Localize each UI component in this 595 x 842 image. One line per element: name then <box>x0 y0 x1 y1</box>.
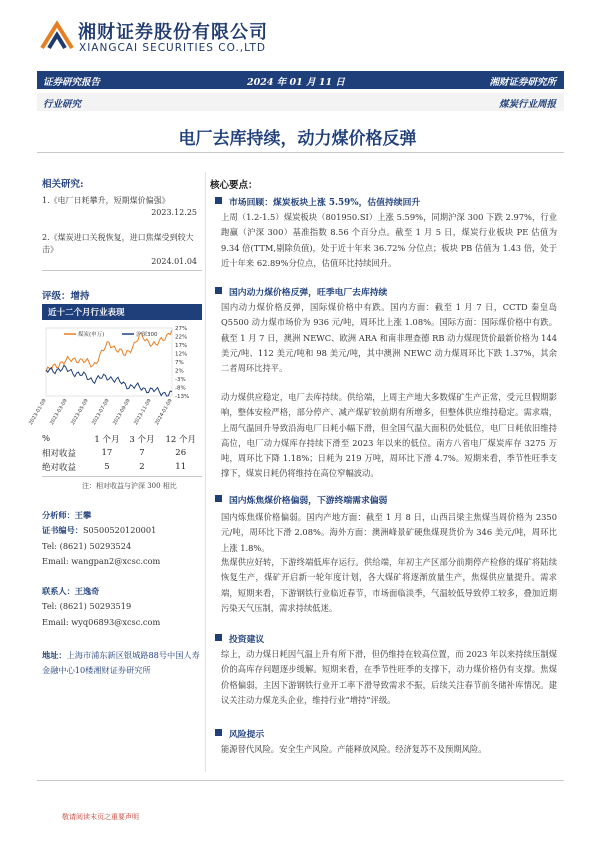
related-item-text[interactable]: 2.《煤炭进口关税恢复，进口焦煤受到较大击》 <box>42 233 194 254</box>
tel-label: Tel: <box>42 601 58 612</box>
section-paragraph: 上周（1.2-1.5）煤炭板块（801950.SI）上涨 5.59%，同期沪深 300 下跌 2.97%，行业跑赢（沪深 300）基准指数 8.56 个百分点。截至 1 月 5 日，煤炭行业板块 PE 估值为 9.34 倍(TTM,剔除负值)，处于近十年来 36.72% 分位点；板块 PB 估值为 1.43 倍，处于近十年来 62.89%分位点，估值环比持续回升。 <box>221 212 557 268</box>
tel-label: Tel: <box>42 540 58 551</box>
table-cell: 绝对收益 <box>42 463 77 473</box>
table-cell: 26 <box>175 448 187 458</box>
table-header-row <box>42 432 202 446</box>
related-item[interactable] <box>42 232 197 268</box>
section-marker <box>215 495 222 502</box>
chart-heading-bar <box>42 304 202 320</box>
performance-chart <box>28 322 202 430</box>
address-label: 地址： <box>42 650 67 660</box>
y-tick-label: 7% <box>175 360 184 366</box>
section-paragraph: 焦煤供应好转，下游终端低库存运行。供给端，年初主产区部分前期停产检修的煤矿将陆续恢复生产，煤矿开启新一轮年度计划，各大煤矿将逐渐放量生产，焦煤供应量提升。需求端，短期来看，下游钢铁行业临近春节，市场面临淡季，气温较低导致停工较多，叠加近期污染天气压制，需求持续低迷。 <box>221 557 557 613</box>
divider <box>42 476 202 477</box>
cert-label: 证书编号： <box>42 525 83 536</box>
x-tick-label: 2024-01-09 <box>154 398 174 427</box>
y-tick-label: -3% <box>175 377 186 383</box>
table-note: 注：相对收益与沪深 300 相比 <box>82 482 177 490</box>
y-tick-label: -8% <box>175 385 186 392</box>
institute-name: 湘财证券研究所 <box>489 77 556 88</box>
research-type: 行业研究 <box>43 99 82 110</box>
section-marker <box>215 729 222 736</box>
footer-divider <box>37 780 564 781</box>
email-value[interactable]: wyq06893@xcsc.com <box>71 616 161 627</box>
x-tick-label: 2023-11-09 <box>133 398 153 427</box>
contact-block <box>42 584 160 630</box>
table-row <box>42 460 202 474</box>
analyst-block <box>42 508 160 569</box>
contact-name: 王逸奇 <box>74 586 100 596</box>
address-text: 上海市浦东新区银城路88号中国人寿金融中心10楼湘财证券研究所 <box>42 650 200 676</box>
report-date: 2024 年 01 月 11 日 <box>247 77 345 88</box>
section-title: 投资建议 <box>215 632 264 645</box>
tel-value: (8621) 50293524 <box>59 540 132 551</box>
section-title: 国内动力煤价格反弹，旺季电厂去库持续 <box>215 285 387 298</box>
y-tick-label: 27% <box>175 326 188 332</box>
section-marker <box>215 197 222 204</box>
section-paragraph: 国内动力煤价格反弹，国际煤价格中有跌。国内方面：截至 1 月 7 日，CCTD 秦皇岛 Q5500 动力煤市场价为 936 元/吨，周环比上涨 1.08%。国际方面：国际煤价格中有跌。截至 1 月 7 日，澳洲 NEWC、欧洲 ARA 和南非理查德 RB 动力煤现货价最新价格为 144 美元/吨、112 美元/吨和 98 美元/吨，其中澳洲 NEWC 动力煤周环比下跌 1.37%，其余二者周环比持平。 <box>221 302 557 374</box>
rating: 评级：增持 <box>42 291 90 302</box>
table-header: 3 个月 <box>129 435 155 445</box>
table-cell: 5 <box>104 462 110 472</box>
legend-label: 沪深300 <box>136 332 158 338</box>
divider <box>42 270 202 271</box>
related-item-date: 2024.01.04 <box>151 257 197 266</box>
contact-label: 联系人： <box>42 586 75 596</box>
y-tick-label: 22% <box>175 334 188 341</box>
related-item-date: 2023.12.25 <box>151 208 197 217</box>
report-type: 证券研究报告 <box>43 77 101 88</box>
cert-number: S0500520120001 <box>82 525 157 536</box>
table-header: 1 个月 <box>94 435 120 445</box>
table-header: % <box>42 434 51 444</box>
brand-name-cn: 湘财证券股份有限公司 <box>78 22 268 43</box>
email-label: Email: <box>42 555 69 566</box>
table-row <box>42 446 202 460</box>
report-series: 煤炭行业周报 <box>498 99 556 110</box>
analyst-label: 分析师： <box>42 510 75 520</box>
legend-label: 煤炭(申万) <box>78 332 105 338</box>
table-cell: 2 <box>139 462 145 472</box>
section-title: 风险提示 <box>215 727 264 740</box>
y-tick-label: -13% <box>175 394 190 400</box>
address <box>42 648 202 679</box>
table-cell: 11 <box>175 462 187 472</box>
section-paragraph: 动力煤供应稳定，电厂去库持续。供给端，上周主产地大多数煤矿生产正常，受元旦假期影响，整体安检严格，部分停产、减产煤矿较前期有所增多，但整体供应维持稳定。需求端，上周气温回升导致沿海电厂日耗小幅下滑，但全国气温大面积仍处低位，电厂日耗依旧维持高位，电厂动力煤库存持续下滑至 2023 年以来的低位。南方八省电厂煤炭库存 3275 万吨，周环比下降 1.18%；日耗为 219 万吨，周环比下滑 4.7%。短期来看，季节性旺季支撑下，煤炭日耗仍将维持在高位窄幅波动。 <box>221 392 557 479</box>
disclaimer-notice[interactable]: 敬请阅读末页之重要声明 <box>62 813 139 821</box>
section-marker <box>215 287 222 294</box>
y-tick-label: 17% <box>175 343 188 349</box>
logo-icon <box>40 20 74 54</box>
x-tick-label: 2023-01-09 <box>28 398 48 427</box>
tel-value: (8621) 50293519 <box>59 601 132 612</box>
x-tick-label: 2023-05-09 <box>70 398 90 427</box>
table-header: 12 个月 <box>165 435 196 445</box>
email-value[interactable]: wangpan2@xcsc.com <box>71 555 161 566</box>
title-divider <box>37 152 564 153</box>
analyst-name: 王攀 <box>74 510 92 520</box>
x-tick-label: 2023-09-09 <box>112 398 132 427</box>
core-points-heading: 核心要点： <box>210 180 258 191</box>
email-label: Email: <box>42 616 69 627</box>
series-line <box>46 365 172 396</box>
section-paragraph: 能源替代风险。安全生产风险。产能释放风险。经济复苏不及预期风险。 <box>221 744 487 754</box>
section-paragraph: 综上，动力煤日耗因气温上升有所下滑，但仍维持在较高位置，而 2023 年以来持续压制煤价的高库存问题逐步缓解。短期来看，在季节性旺季的支撑下，动力煤价格仍有支撑。焦煤价格偏弱，主因下游钢铁行业开工率下滑导致需求不振，后续关注春节前冬储补库情况。建议关注动力煤龙头企业，维持行业“增持”评级。 <box>221 649 557 705</box>
brand-name-en: XIANGCAI SECURITIES CO.,LTD <box>79 42 267 54</box>
column-divider <box>205 172 206 772</box>
table-cell: 7 <box>139 448 145 458</box>
x-tick-label: 2023-07-09 <box>91 398 111 427</box>
report-title: 电厂去库持续，动力煤价格反弹 <box>178 129 417 149</box>
related-heading: 相关研究: <box>42 179 84 190</box>
x-tick-label: 2023-03-09 <box>49 398 69 427</box>
table-cell: 17 <box>101 448 113 458</box>
related-item-text[interactable]: 1.《电厂日耗攀升，短期煤价偏强》 <box>42 196 170 205</box>
table-cell: 相对收益 <box>42 449 77 459</box>
section-paragraph: 国内炼焦煤价格偏弱。国内产地方面：截至 1 月 8 日，山西吕梁主焦煤当周价格为 2350 元/吨，周环比下滑 2.08%。海外方面：澳洲峰景矿硬焦煤现货价为 346 美元/吨，周环比上涨 1.8%。 <box>221 512 557 553</box>
performance-table <box>42 432 202 474</box>
y-tick-label: 2% <box>175 368 184 375</box>
section-title: 市场回顾：煤炭板块上涨 5.59%，估值持续回升 <box>215 195 420 208</box>
related-item[interactable] <box>42 195 197 219</box>
section-marker <box>215 634 222 641</box>
sub-bar <box>37 93 564 111</box>
y-tick-label: 12% <box>175 351 188 358</box>
section-title: 国内炼焦煤价格偏弱，下游终端需求偏弱 <box>215 493 387 506</box>
top-bar <box>37 71 564 89</box>
chart-heading: 近十二个月行业表现 <box>48 308 125 318</box>
